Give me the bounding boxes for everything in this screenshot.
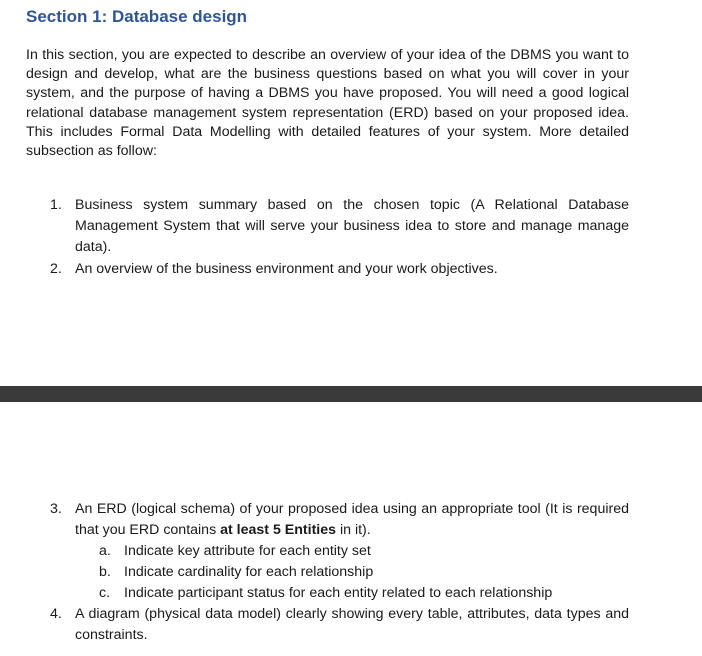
sub-list-item (75, 541, 629, 562)
intro-paragraph: In this section, you are expected to describe an overview of your idea of the DBMS you want to design and develop, what are the business questions based on what you will cover in your system, and the purpose of having a DBMS you have proposed. You will need a good logical relational database management system representation (ERD) based on your proposed idea. This includes Formal Data Modelling with detailed features of your system. More detailed subsection as follow: (26, 47, 629, 160)
list-item-text: A diagram (physical data model) clearly showing every table, attributes, data types and constraints. (75, 606, 629, 643)
list-item (0, 259, 629, 280)
emphasis-text: at least 5 Entities (220, 522, 337, 538)
sub-list-item (75, 583, 629, 604)
section-title: Section 1: Database design (26, 7, 248, 26)
list-number: 2. (50, 261, 62, 277)
list-item-text: An overview of the business environment and your work objectives. (75, 261, 498, 277)
list-item (0, 195, 629, 258)
list-item (0, 499, 629, 604)
list-item (0, 604, 629, 646)
list-number: 4. (50, 606, 62, 622)
sub-list-text: Indicate participant status for each entity related to each relationship (124, 585, 553, 601)
subsection-list-part-2 (0, 499, 629, 646)
list-item-text-end: in it). (336, 522, 371, 538)
page-separator (0, 386, 702, 402)
sub-list-text: Indicate key attribute for each entity set (124, 543, 371, 559)
sub-list (75, 541, 629, 604)
subsection-list-part-1 (0, 195, 629, 280)
sub-list-letter: c. (99, 585, 111, 601)
sub-list-item (75, 562, 629, 583)
sub-list-letter: a. (99, 543, 111, 559)
sub-list-text: Indicate cardinality for each relationship (124, 564, 374, 580)
list-number: 3. (50, 501, 62, 517)
sub-list-letter: b. (99, 564, 111, 580)
list-number: 1. (50, 197, 62, 213)
list-item-text: An ERD (logical schema) of your proposed idea using an appropriate tool (It is required that you ERD contains (75, 501, 629, 538)
list-item-text: Business system summary based on the chosen topic (A Relational Database Management System that will serve your business idea to store and manage manage data). (75, 197, 629, 255)
